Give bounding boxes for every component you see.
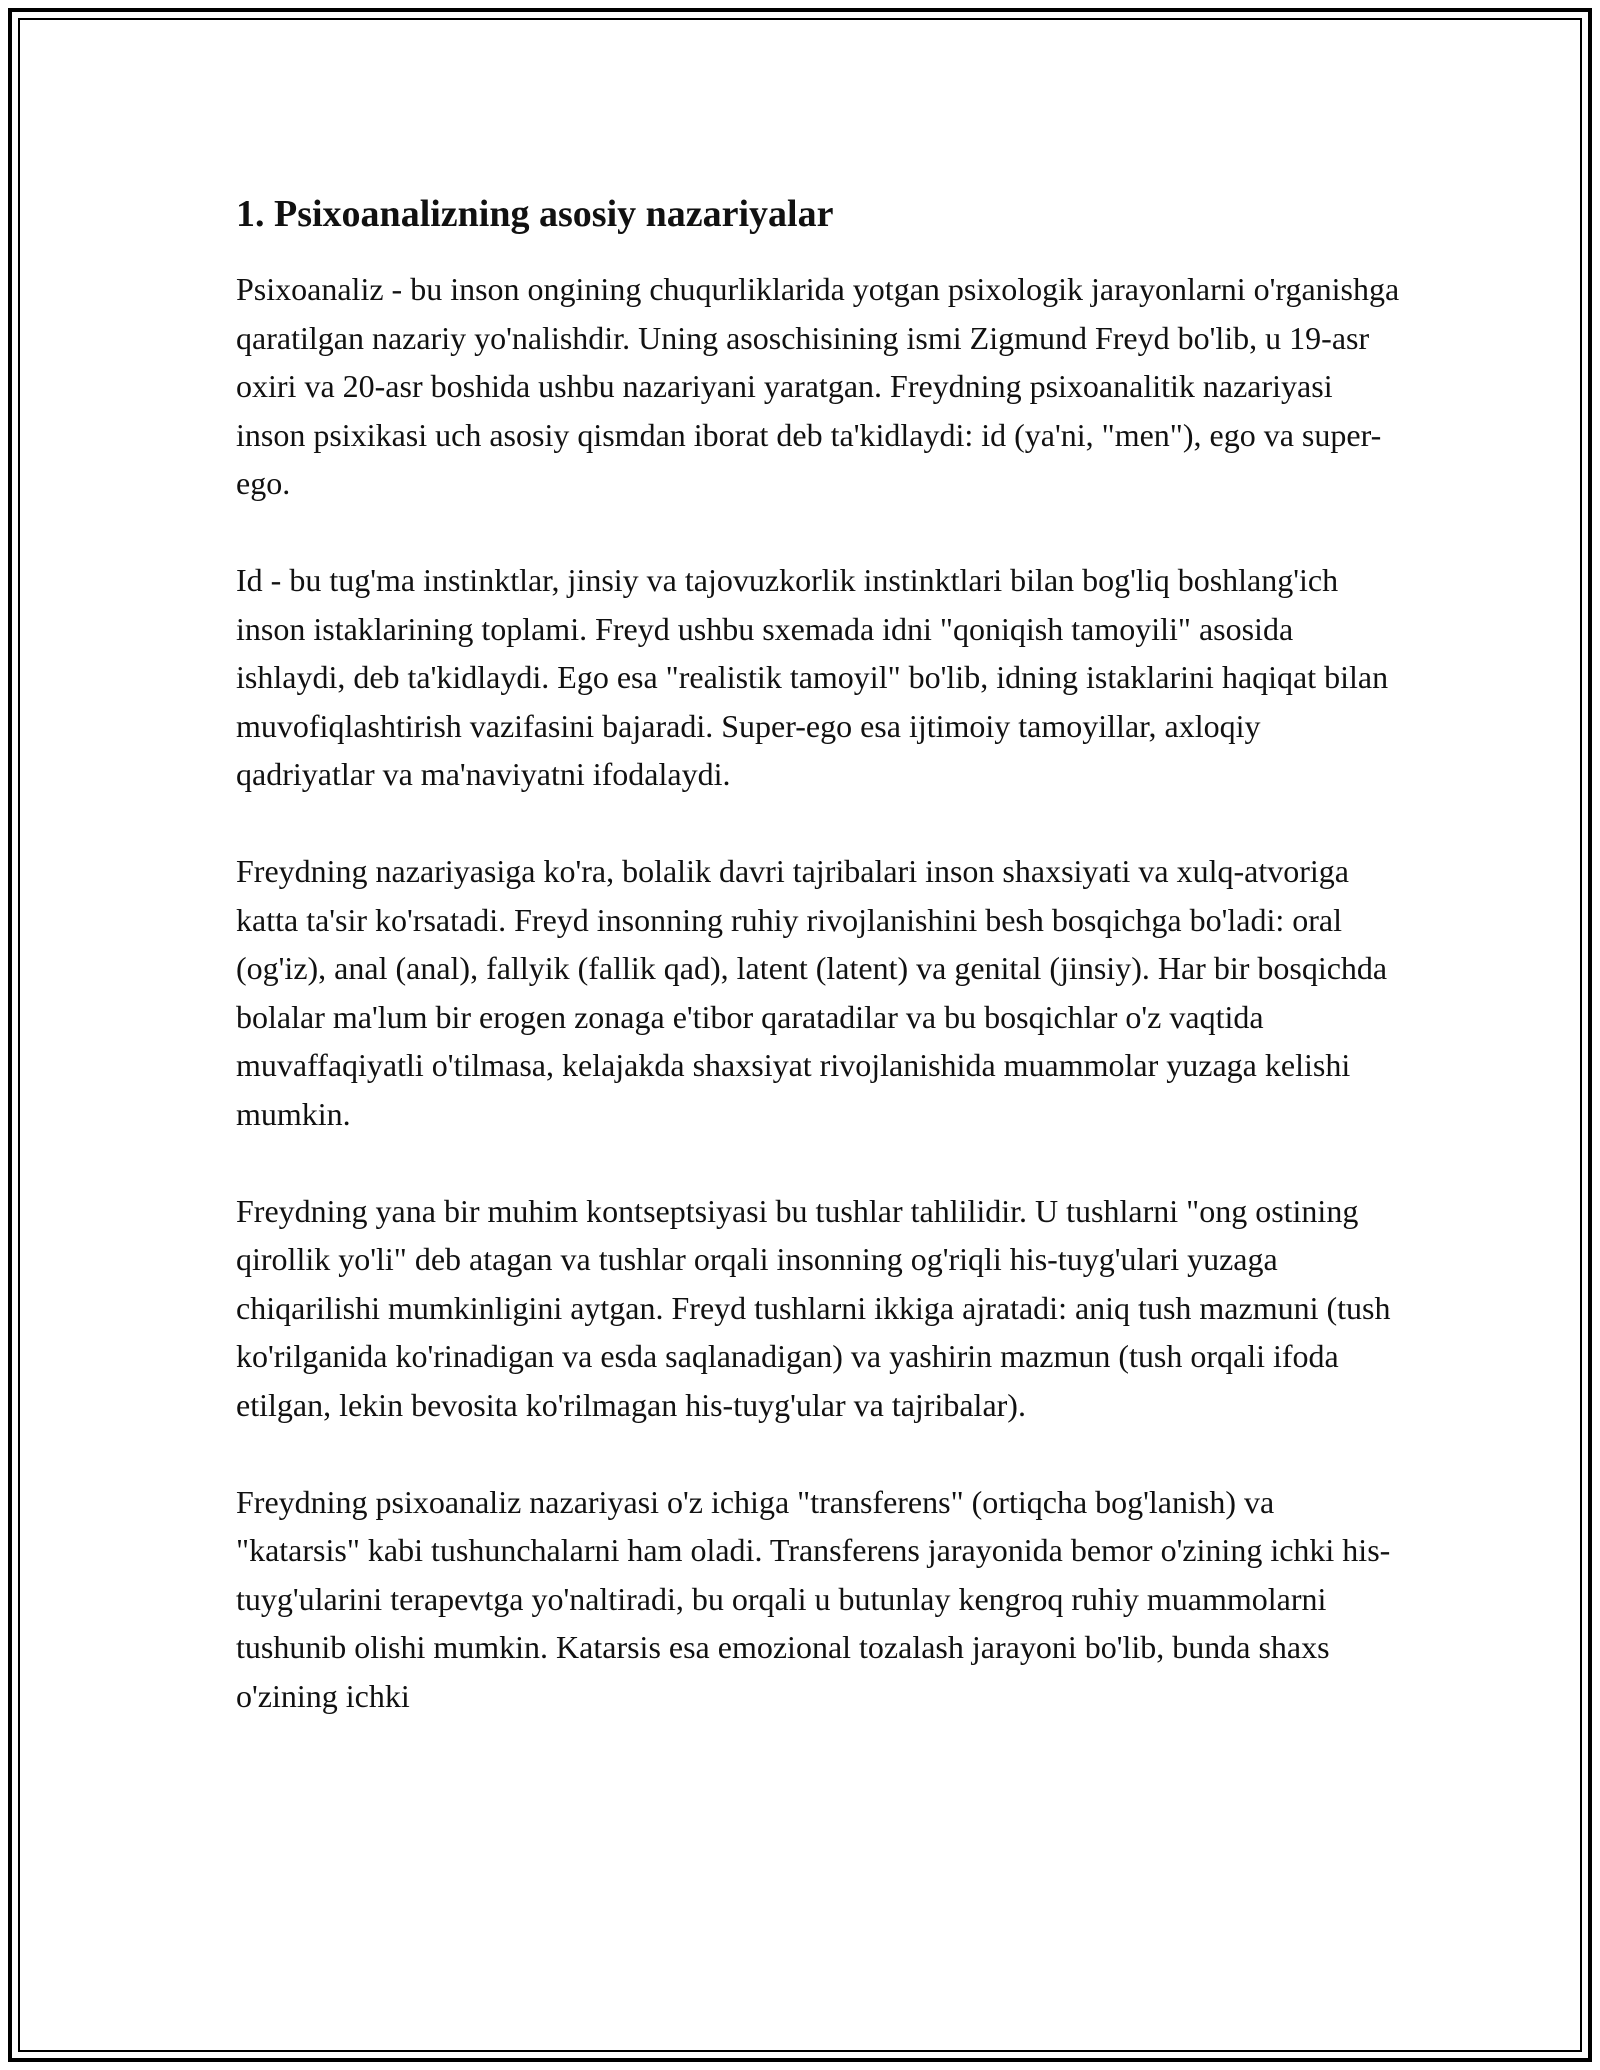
paragraph-transference-catharsis: Freydning psixoanaliz nazariyasi o'z ichiga "transferens" (ortiqcha bog'lanish) va "katarsis" kabi tushunchalarni ham oladi. Transferens jarayonida bemor o'zining ichki his-tuyg'ularini terapevtga yo'naltiradi, bu orqali u butunlay kengroq ruhiy muammolarni tushunib olishi mumkin. Katarsis esa emozional tozalash jarayoni bo'lib, bunda shaxs o'zining ichki [236,1483,1391,1714]
paragraph-id-ego-superego: Id - bu tug'ma instinktlar, jinsiy va tajovuzkorlik instinktlari bilan bog'liq boshlang'ich inson istaklarining toplami. Freyd ushbu sxemada idni "qoniqish tamoyili" asosida ishlaydi, deb ta'kidlaydi. Ego esa "realistik tamoyil" bo'lib, idning istaklarini haqiqat bilan muvofiqlashtirish vazifasini bajaradi. Super-ego esa ijtimoiy tamoyillar, axloqiy qadriyatlar va ma'naviyatni ifodalaydi. [236,562,1389,792]
paragraph-intro: Psixoanaliz - bu inson ongining chuqurliklarida yotgan psixologik jarayonlarni o'rganishga qaratilgan nazariy yo'nalishdir. Uning asoschisining ismi Zigmund Freyd bo'lib, u 19-asr oxiri va 20-asr boshida ushbu nazariyani yaratgan. Freydning psixoanalitik nazariyasi inson psixikasi uch asosiy qismdan iborat deb ta'kidlaydi: id (ya'ni, "men"), ego va super-ego. [236,271,1400,501]
paragraph-dream-analysis: Freydning yana bir muhim kontseptsiyasi bu tushlar tahlilidir. U tushlarni "ong ostining qirollik yo'li" deb atagan va tushlar orqali insonning og'riqli his-tuyg'ulari yuzaga chiqarilishi mumkinligini aytgan. Freyd tushlarni ikkiga ajratadi: aniq tush mazmuni (tush ko'rilganida ko'rinadigan va esda saqlanadigan) va yashirin mazmun (tush orqali ifoda etilgan, lekin bevosita ko'rilmagan his-tuyg'ular va tajribalar). [236,1192,1391,1423]
paragraph-development-stages: Freydning nazariyasiga ko'ra, bolalik davri tajribalari inson shaxsiyati va xulq-atvoriga katta ta'sir ko'rsatadi. Freyd insonning ruhiy rivojlanishini besh bosqichga bo'ladi: oral (og'iz), anal (anal), fallyik (fallik qad), latent (latent) va genital (jinsiy). Har bir bosqichda bolalar ma'lum bir erogen zonaga e'tibor qaratadilar va bu bosqichlar o'z vaqtida muvaffaqiyatli o'tilmasa, kelajakda shaxsiyat rivojlanishida muammolar yuzaga kelishi mumkin. [236,853,1388,1132]
document-body [236,185,1406,1720]
section-heading: 1. Psixoanalizning asosiy nazariyalar [236,193,834,235]
